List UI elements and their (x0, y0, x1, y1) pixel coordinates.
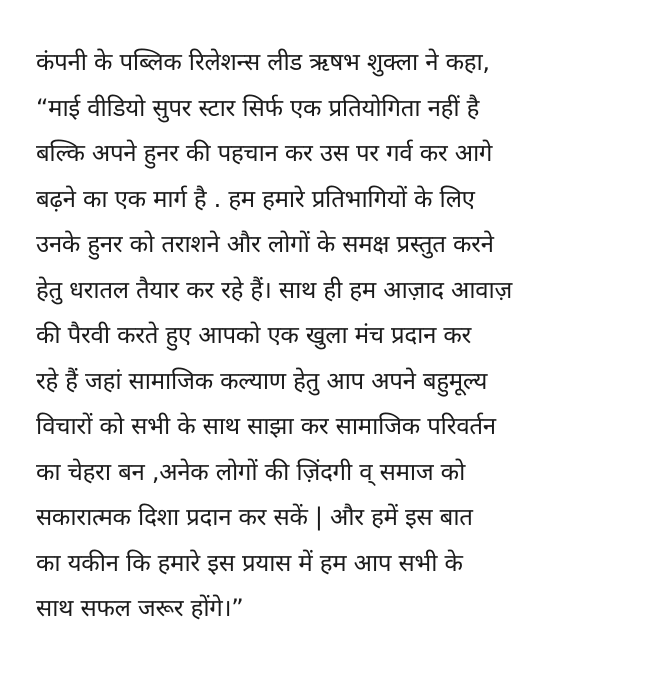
text-line: “माई वीडियो सुपर स्टार सिर्फ एक प्रतियोगिता नहीं है (36, 93, 480, 122)
text-line: सकारात्मक दिशा प्रदान कर सकें | और हमें इस बात (36, 503, 473, 531)
quote-paragraph (36, 40, 626, 632)
text-line: विचारों को सभी के साथ साझा कर सामाजिक परिवर्तन (36, 412, 496, 440)
text-line: साथ सफल जरूर होंगे।” (36, 594, 244, 622)
text-line: हेतु धरातल तैयार कर रहे हैं। साथ ही हम आज़ाद आवाज़ (36, 275, 512, 304)
text-line: कंपनी के पब्लिक रिलेशन्स लीड ऋषभ शुक्ला ने कहा, (36, 48, 490, 76)
text-line: बढ़ने का एक मार्ग है . हम हमारे प्रतिभागियों के लिए (36, 184, 475, 213)
text-line: की पैरवी करते हुए आपको एक खुला मंच प्रदान कर (36, 321, 472, 349)
text-line: उनके हुनर को तराशने और लोगों के समक्ष प्रस्तुत करने (36, 230, 494, 258)
text-line: रहे हैं जहां सामाजिक कल्याण हेतु आप अपने बहुमूल्य (36, 366, 488, 395)
text-line: का यकीन कि हमारे इस प्रयास में हम आप सभी के (36, 548, 463, 577)
text-line: का चेहरा बन ,अनेक लोगों की ज़िंदगी व् समाज को (36, 457, 466, 486)
text-line: बल्कि अपने हुनर की पहचान कर उस पर गर्व कर आगे (36, 139, 493, 167)
